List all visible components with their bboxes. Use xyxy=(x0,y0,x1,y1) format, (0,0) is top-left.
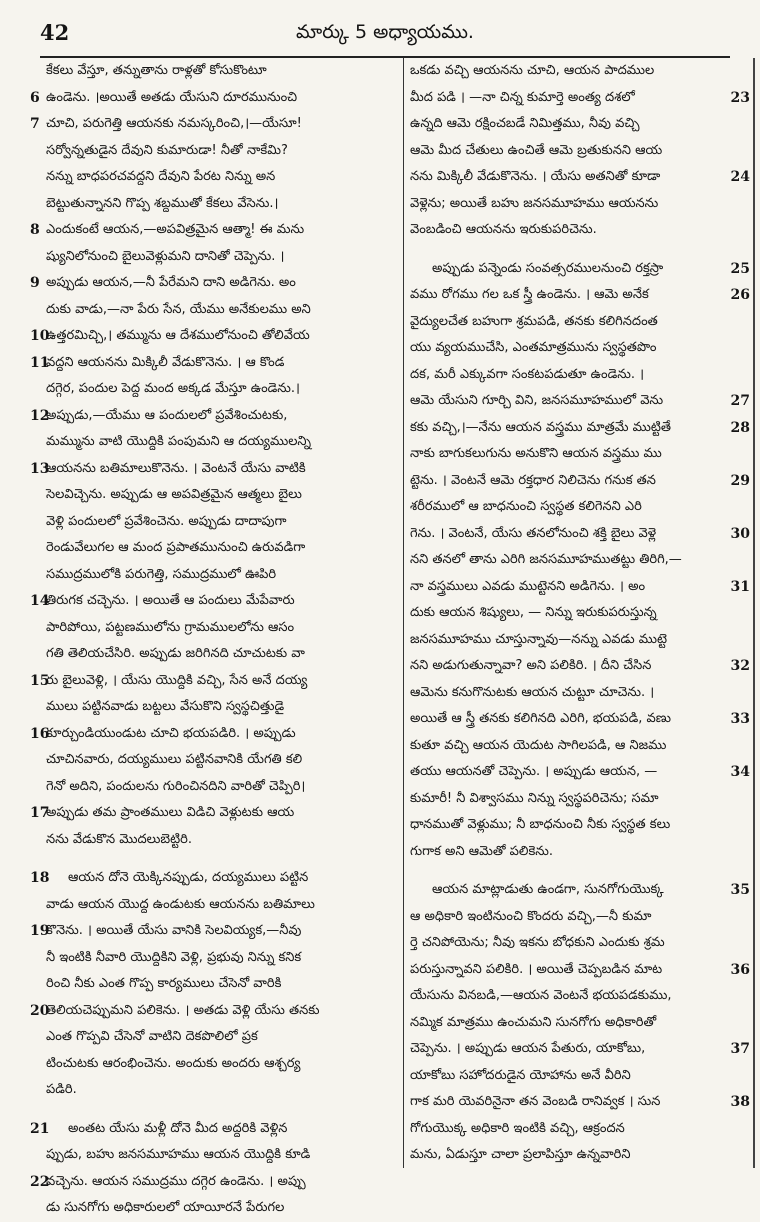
line-text: పరుస్తున్నావని పలికిరి. । అయితే చెప్పబడిన మాట xyxy=(410,961,663,977)
line-text: కకు వచ్చి,।—నేను ఆయన వస్త్రము మాత్రమే ముట్టితే xyxy=(410,419,671,435)
line-text: ఆయన దోనె యెక్కినప్పుడు, దయ్యములు పట్టిన xyxy=(68,870,309,885)
line-text: ఆమెను కనుగొనుటకు ఆయన చుట్టూ చూచెను. । xyxy=(410,684,655,700)
text-line xyxy=(8,774,398,801)
text-line xyxy=(8,1169,398,1196)
line-text: రెండువేలుగల ఆ మంద ప్రపాతమునుంచి ఉరువడిగా xyxy=(46,540,306,555)
line-text: తెలియచెప్పుమని పలికెను. । అతడు వెళ్లి యేసు తనకు xyxy=(46,1002,320,1018)
line-text: వెళ్లి పందులలో ప్రవేశించెను. అప్పుడు దాదాపుగా xyxy=(46,513,287,529)
paragraph-gap xyxy=(410,244,750,256)
text-line xyxy=(8,535,398,562)
text-line xyxy=(8,403,398,430)
text-line xyxy=(410,733,750,760)
verse-number: 30 xyxy=(730,525,750,542)
line-text: ఉన్నది ఆమె రక్షించబడే నిమిత్తము, నీవు వచ్చి xyxy=(410,116,640,131)
line-text: శరీరములో ఆ బాధనుంచి స్వస్థత కలిగెనని ఎరి xyxy=(410,499,642,514)
verse-number: 15 xyxy=(30,672,50,689)
verse-number: 26 xyxy=(730,287,750,303)
text-line xyxy=(8,747,398,774)
line-text: పారిపోయి, పట్టణములోను గ్రామములలోను ఆసం xyxy=(46,619,295,635)
line-text: జనసమూహము చూస్తున్నావు—నన్ను ఎవడు ముట్టె xyxy=(410,631,668,647)
line-text: దగ్గెర, పందుల పెద్ద మంద అక్కడ మేస్తూ ఉండెను.। xyxy=(46,381,300,396)
text-line xyxy=(8,244,398,271)
line-text: అప్పుడు తమ ప్రాంతములు విడిచి వెళ్లుటకు ఆయ xyxy=(46,805,295,820)
text-line xyxy=(8,1024,398,1051)
text-line xyxy=(8,270,398,297)
line-text: రించి నీకు ఎంత గొప్ప కార్యములు చేసెనో వారికి xyxy=(46,976,282,991)
text-line xyxy=(8,191,398,218)
text-line xyxy=(410,362,750,389)
verse-number: 31 xyxy=(730,578,750,595)
line-text: నను వేడుకొన మొదలుబెట్టిరి. xyxy=(46,831,192,847)
text-line xyxy=(410,164,750,191)
text-line xyxy=(410,1116,750,1143)
text-line xyxy=(410,217,750,244)
paragraph-gap xyxy=(410,865,750,877)
page-number: 42 xyxy=(40,20,70,45)
verse-number: 11 xyxy=(30,354,50,371)
text-line xyxy=(410,574,750,601)
line-text: నాకు బాగుకలుగును అనుకొని ఆయన వస్త్రము ము xyxy=(410,446,662,461)
text-line xyxy=(8,562,398,589)
line-text: దక, మరీ ఎక్కువగా సంకటపడుతూ ఉండెను. । xyxy=(410,366,645,382)
verse-number: 35 xyxy=(730,882,750,898)
line-text: ఆయన మాట్లాడుతు ఉండగా, సునగోగుయొక్క xyxy=(432,882,664,897)
verse-number: 25 xyxy=(730,260,750,277)
line-text: తయు ఆయనతో చెప్పెను. । అప్పుడు ఆయన, — xyxy=(410,764,658,779)
text-line xyxy=(8,456,398,483)
line-text: ఒకడు వచ్చి ఆయనను చూచి, ఆయన పాదముల xyxy=(410,63,655,78)
line-text: నని తనలో తాను ఎరిగి జనసమూహముతట్టు తిరిగి,— xyxy=(410,552,682,567)
line-text: ష్యునిలోనుంచి బైలువెళ్లుమని దానితో చెప్పెను. । xyxy=(46,248,285,264)
verse-number: 19 xyxy=(30,923,50,939)
line-text: నని అడుగుతున్నావా? అని పలికిరి. । దీని చేసిన xyxy=(410,658,652,673)
line-text: చూచినవారు, దయ్యములు పట్టినవానికి యేగతి కలి xyxy=(46,752,303,767)
text-line xyxy=(8,376,398,403)
verse-number: 20 xyxy=(30,1002,50,1019)
line-text: ర్తె చనిపోయెను; నీవు ఇకను బోధకుని ఎందుకు శ్రమ xyxy=(410,935,665,950)
verse-number: 12 xyxy=(30,407,50,424)
verse-number: 10 xyxy=(30,328,50,344)
verse-number: 21 xyxy=(30,1120,50,1137)
text-line xyxy=(410,1036,750,1063)
page-edge-rule xyxy=(753,58,755,1168)
text-line xyxy=(410,111,750,138)
line-text: వాడు ఆయన యొద్ద ఉండుటకు ఆయనను బతిమాలు xyxy=(46,896,315,912)
text-line xyxy=(8,615,398,642)
line-text: వెళ్లెను; అయితే బహు జనసమూహము ఆయనను xyxy=(410,195,659,211)
line-text: మను, ఏడుస్తూ చాలా ప్రలాపిస్తూ ఉన్నవారిని xyxy=(410,1147,631,1162)
line-text: వద్దని ఆయనను మిక్కిలీ వేడుకొనెను. । ఆ కొండ xyxy=(46,354,285,370)
line-text: అప్పుడు పన్నెండు సంవత్సరములనుంచి రక్తస్రా xyxy=(432,260,664,276)
verse-number: 17 xyxy=(30,805,50,821)
verse-number: 38 xyxy=(730,1094,750,1110)
line-text: సెలవిచ్చెను. అప్పుడు ఆ అపవిత్రమైన ఆత్మలు బైలు xyxy=(46,487,302,502)
text-line xyxy=(410,786,750,813)
text-line xyxy=(410,957,750,984)
text-line xyxy=(410,877,750,904)
line-text: డు సునగోగు అధికారులలో యాయీరనే పేరుగల xyxy=(46,1200,285,1215)
text-line xyxy=(8,1142,398,1169)
text-line xyxy=(8,998,398,1025)
verse-number: 22 xyxy=(30,1173,50,1190)
line-text: చూచి, పరుగెత్తి ఆయనకు నమస్కరించి,।—యేసూ! xyxy=(46,116,302,131)
verse-number: 9 xyxy=(30,275,40,291)
text-line xyxy=(8,827,398,854)
line-text: యాకోబు సహోదరుడైన యోహాను అనే వీరిని xyxy=(410,1067,631,1083)
column-divider xyxy=(403,58,404,1168)
text-line xyxy=(410,335,750,362)
verse-number: 28 xyxy=(730,419,750,436)
verse-number: 13 xyxy=(30,460,50,477)
text-line xyxy=(8,1116,398,1143)
verse-number: 34 xyxy=(730,764,750,780)
line-text: గతి తెలియచేసిరి. అప్పుడు జరిగినది చూచుటకు వా xyxy=(46,646,305,661)
text-line xyxy=(8,1077,398,1104)
paragraph-gap xyxy=(8,1104,398,1116)
line-text: కూర్చుండియుండుట చూచి భయపడిరి. । అప్పుడు xyxy=(46,725,296,741)
paragraph-gap xyxy=(8,853,398,865)
text-line xyxy=(410,1010,750,1037)
line-text: నమ్మిక మాత్రము ఉంచుమని సునగోగు అధికారితో xyxy=(410,1014,657,1030)
line-text: గెను. । వెంటనే, యేసు తనలోనుంచి శక్తి బైలు వెళ్లె xyxy=(410,525,657,541)
line-text: గోగుయొక్క అధికారి ఇంటికి వచ్చి, ఆక్రందన xyxy=(410,1120,625,1136)
line-text: వచ్చెను. ఆయన సముద్రము దగ్గెర ఉండెను. । అప్పు xyxy=(46,1173,306,1189)
text-line xyxy=(8,892,398,919)
text-line xyxy=(8,865,398,892)
text-line xyxy=(8,945,398,972)
running-title: మార్కు 5 అధ్యాయము. xyxy=(296,21,474,43)
text-line xyxy=(410,1089,750,1116)
text-line xyxy=(410,627,750,654)
text-line xyxy=(410,759,750,786)
left-column xyxy=(8,58,398,1215)
text-line xyxy=(410,706,750,733)
line-text: అప్పుడు ఆయన,—నీ పేరేమని దాని అడిగెను. అం xyxy=(46,275,296,290)
page-header xyxy=(40,12,730,58)
verse-number: 29 xyxy=(730,472,750,489)
verse-number: 27 xyxy=(730,393,750,409)
line-text: ప్పుడు, బహు జనసమూహము ఆయన యొద్దికి కూడి xyxy=(46,1147,311,1162)
text-line xyxy=(8,641,398,668)
text-line xyxy=(8,668,398,695)
text-line xyxy=(410,388,750,415)
verse-number: 14 xyxy=(30,593,50,609)
verse-number: 6 xyxy=(30,89,40,106)
text-line xyxy=(8,1051,398,1078)
line-text: నను మిక్కిలీ వేడుకొనెను. । యేసు అతనితో కూడా xyxy=(410,169,661,184)
text-line xyxy=(8,111,398,138)
line-text: కొనెను. । అయితే యేసు వానికి సెలవియ్యక,—నీవు xyxy=(46,923,302,938)
text-line xyxy=(410,191,750,218)
text-line xyxy=(8,971,398,998)
text-line xyxy=(8,482,398,509)
text-line xyxy=(8,588,398,615)
verse-number: 8 xyxy=(30,222,40,238)
text-line xyxy=(410,441,750,468)
verse-number: 18 xyxy=(30,870,50,886)
text-line xyxy=(8,323,398,350)
line-text: దుకు ఆయన శిష్యులు, — నిన్ను ఇరుకుపరుస్తున్న xyxy=(410,605,657,620)
text-line xyxy=(410,1142,750,1169)
line-text: గుగాక అని ఆమెతో పలికెను. xyxy=(410,843,553,859)
line-text: నా వస్త్రములు ఎవడు ముట్టెనని అడిగెను. । అం xyxy=(410,578,646,594)
line-text: దుకు వాడు,—నా పేరు సేన, యేము అనేకులము అని xyxy=(46,301,311,317)
line-text: ఆయనను బతిమాలుకొనెను. । వెంటనే యేసు వాటికి xyxy=(46,460,306,476)
line-text: నీ ఇంటికి నీవారి యొద్దికిని వెళ్లి, ప్రభువు నిన్ను కనిక xyxy=(46,949,302,965)
text-line xyxy=(410,309,750,336)
line-text: ఆమె మీద చేతులు ఉంచితే ఆమె బ్రతుకునని ఆయ xyxy=(410,142,663,158)
line-text: యేసును వినబడి,—ఆయన వెంటనే భయపడకుము, xyxy=(410,988,672,1003)
line-text: మమ్మును వాటి యొద్దికి పంపుమని ఆ దయ్యములన్ని xyxy=(46,434,311,449)
line-text: ఉండెను. ।అయితే అతడు యేసుని దూరమునుంచి xyxy=(46,89,298,105)
line-text: కేకలు వేస్తూ, తన్నుతాను రాళ్లతో కోసుకొంటూ xyxy=(46,63,267,78)
text-line xyxy=(410,85,750,112)
line-text: సర్వోన్నతుడైన దేవుని కుమారుడా! నీతో నాకేమి? xyxy=(46,142,288,158)
line-text: టించుటకు ఆరంభించెను. అందుకు అందరు ఆశ్చర్య xyxy=(46,1055,301,1071)
text-line xyxy=(410,812,750,839)
text-line xyxy=(8,138,398,165)
verse-number: 16 xyxy=(30,725,50,742)
text-line xyxy=(410,839,750,866)
text-line xyxy=(8,58,398,85)
text-line xyxy=(410,494,750,521)
line-text: వము రోగము గల ఒక స్త్రీ ఉండెను. । ఆమె అనేక xyxy=(410,287,649,302)
line-text: ఉత్తరమిచ్చి,। తమ్మును ఆ దేశములోనుంచి తోలివేయ xyxy=(46,328,310,343)
text-line xyxy=(8,350,398,377)
line-text: నన్ను బాధపరచవద్దని దేవుని పేరట నిన్ను అన xyxy=(46,169,276,184)
verse-number: 7 xyxy=(30,116,40,132)
text-line xyxy=(410,600,750,627)
text-line xyxy=(8,1195,398,1222)
line-text: ఆమె యేసుని గూర్చి విని, జనసమూహములో వెను xyxy=(410,393,664,408)
text-line xyxy=(410,904,750,931)
line-text: వెంబడించి ఆయనను ఇరుకుపరిచెను. xyxy=(410,222,597,237)
text-line xyxy=(8,721,398,748)
line-text: ఎందుకంటే ఆయన,—అపవిత్రమైన ఆత్మా! ఈ మను xyxy=(46,222,305,237)
text-line xyxy=(410,138,750,165)
text-line xyxy=(410,930,750,957)
line-text: సముద్రములోకి పరుగెత్తి, సముద్రములో ఊపిరి xyxy=(46,566,277,582)
text-line xyxy=(8,164,398,191)
verse-number: 36 xyxy=(730,961,750,978)
verse-number: 23 xyxy=(730,89,750,106)
line-text: అయితే ఆ స్త్రీ తనకు కలిగినది ఎరిగి, భయపడి, వణు xyxy=(410,711,671,726)
text-line xyxy=(8,918,398,945)
text-line xyxy=(410,680,750,707)
text-line xyxy=(410,256,750,283)
text-line xyxy=(8,800,398,827)
line-text: కుతూ వచ్చి ఆయన యెదుట సాగిలపడి, ఆ నిజము xyxy=(410,737,667,753)
line-text: గెనో అదిని, పందులను గురించినదిని వారితో చెప్పిరి। xyxy=(46,778,306,794)
line-text: అంతట యేసు మళ్లీ దోనె మీద అద్దరికి వెళ్లిన xyxy=(68,1120,288,1136)
line-text: చెప్పెను. । అప్పుడు ఆయన పేతురు, యాకోబు, xyxy=(410,1041,646,1056)
line-text: ధానముతో వెళ్లుము; నీ బాధనుంచి నీకు స్వస్థత కలు xyxy=(410,817,671,832)
verse-number: 24 xyxy=(730,169,750,185)
line-text: ట్టెను. । వెంటనే ఆమె రక్తధార నిలిచెను గనుక తన xyxy=(410,472,656,488)
text-line xyxy=(8,85,398,112)
line-text: ములు పట్టినవాడు బట్టలు వేసుకొని స్వస్థచిత్తుడై xyxy=(46,699,285,714)
text-line xyxy=(410,521,750,548)
line-text: ఆ అధికారి ఇంటినుంచి కొందరు వచ్చి,—నీ కుమా xyxy=(410,908,652,924)
text-line xyxy=(8,217,398,244)
text-line xyxy=(410,282,750,309)
text-line xyxy=(410,983,750,1010)
line-text: కుమారీ! నీ విశ్వాసము నిన్ను స్వస్థపరిచెను; సమా xyxy=(410,790,659,806)
text-line xyxy=(410,547,750,574)
line-text: తిరుగక చచ్చెను. । అయితే ఆ పందులు మేపేవారు xyxy=(46,593,295,608)
verse-number: 37 xyxy=(730,1041,750,1057)
line-text: ఎంత గొప్పవి చేసెనో వాటిని దెకపొలిలో ప్రక xyxy=(46,1029,258,1044)
line-text: రు బైలువెళ్లి, । యేసు యొద్దికి వచ్చి, సేన అనే దయ్య xyxy=(46,672,308,688)
line-text: మీద పడి । —నా చిన్న కుమార్తె అంత్య దశలో xyxy=(410,89,635,105)
line-text: యు వ్యయముచేసి, ఎంతమాత్రమును స్వస్థతపొం xyxy=(410,340,657,355)
verse-number: 32 xyxy=(730,658,750,674)
text-line xyxy=(8,297,398,324)
text-line xyxy=(8,429,398,456)
text-line xyxy=(8,694,398,721)
text-line xyxy=(410,468,750,495)
line-text: గాక మరి యెవరినైనా తన వెంబడి రానివ్వక । సున xyxy=(410,1094,661,1109)
line-text: వైద్యులచేత బహుగా శ్రమపడి, తనకు కలిగినదంత xyxy=(410,313,658,329)
text-line xyxy=(410,1063,750,1090)
line-text: పడిరి. xyxy=(46,1082,77,1097)
text-line xyxy=(410,415,750,442)
right-column xyxy=(410,58,750,1168)
text-line xyxy=(410,653,750,680)
line-text: అప్పుడు,—యేము ఆ పందులలో ప్రవేశించుటకు, xyxy=(46,407,288,423)
text-line xyxy=(8,509,398,536)
verse-number: 33 xyxy=(730,711,750,727)
line-text: బెట్టుతున్నానని గొప్ప శబ్దముతో కేకలు వేసెను.। xyxy=(46,195,279,211)
text-line xyxy=(410,58,750,85)
